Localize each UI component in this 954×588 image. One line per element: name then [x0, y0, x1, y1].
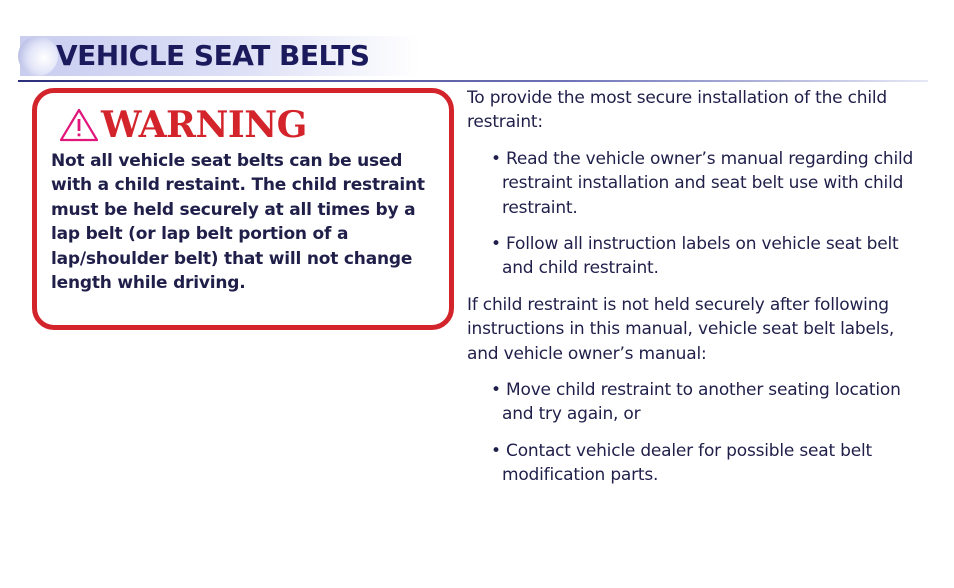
instructions-column: [467, 86, 929, 500]
warning-box: [32, 88, 454, 330]
header-divider: [18, 80, 928, 82]
warning-heading: [59, 101, 307, 149]
warning-text: Not all vehicle seat belts can be used with a child restaint. The child restraint must be held securely at all times by a lap belt (or lap belt portion of a lap/shoulder belt) that will not change length while driving.: [51, 151, 425, 294]
list-item: • Contact vehicle dealer for possible seat belt modification parts.: [491, 440, 872, 486]
list-item: • Read the vehicle owner’s manual regarding child restraint installation and seat belt use with child restraint.: [491, 148, 914, 218]
header-pill-decoration: [18, 36, 58, 76]
warning-triangle-icon: [59, 107, 99, 143]
list-item: • Move child restraint to another seating location and try again, or: [491, 380, 901, 425]
page-title: VEHICLE SEAT BELTS: [56, 39, 370, 72]
intro-paragraph: To provide the most secure installation of the child restraint:: [467, 88, 887, 133]
list-item: • Follow all instruction labels on vehicle seat belt and child restraint.: [491, 234, 899, 279]
middle-paragraph: If child restraint is not held securely after following instructions in this manual, vehicle seat belt labels, and vehicle owner’s manual:: [467, 294, 895, 364]
warning-title: WARNING: [101, 104, 307, 146]
